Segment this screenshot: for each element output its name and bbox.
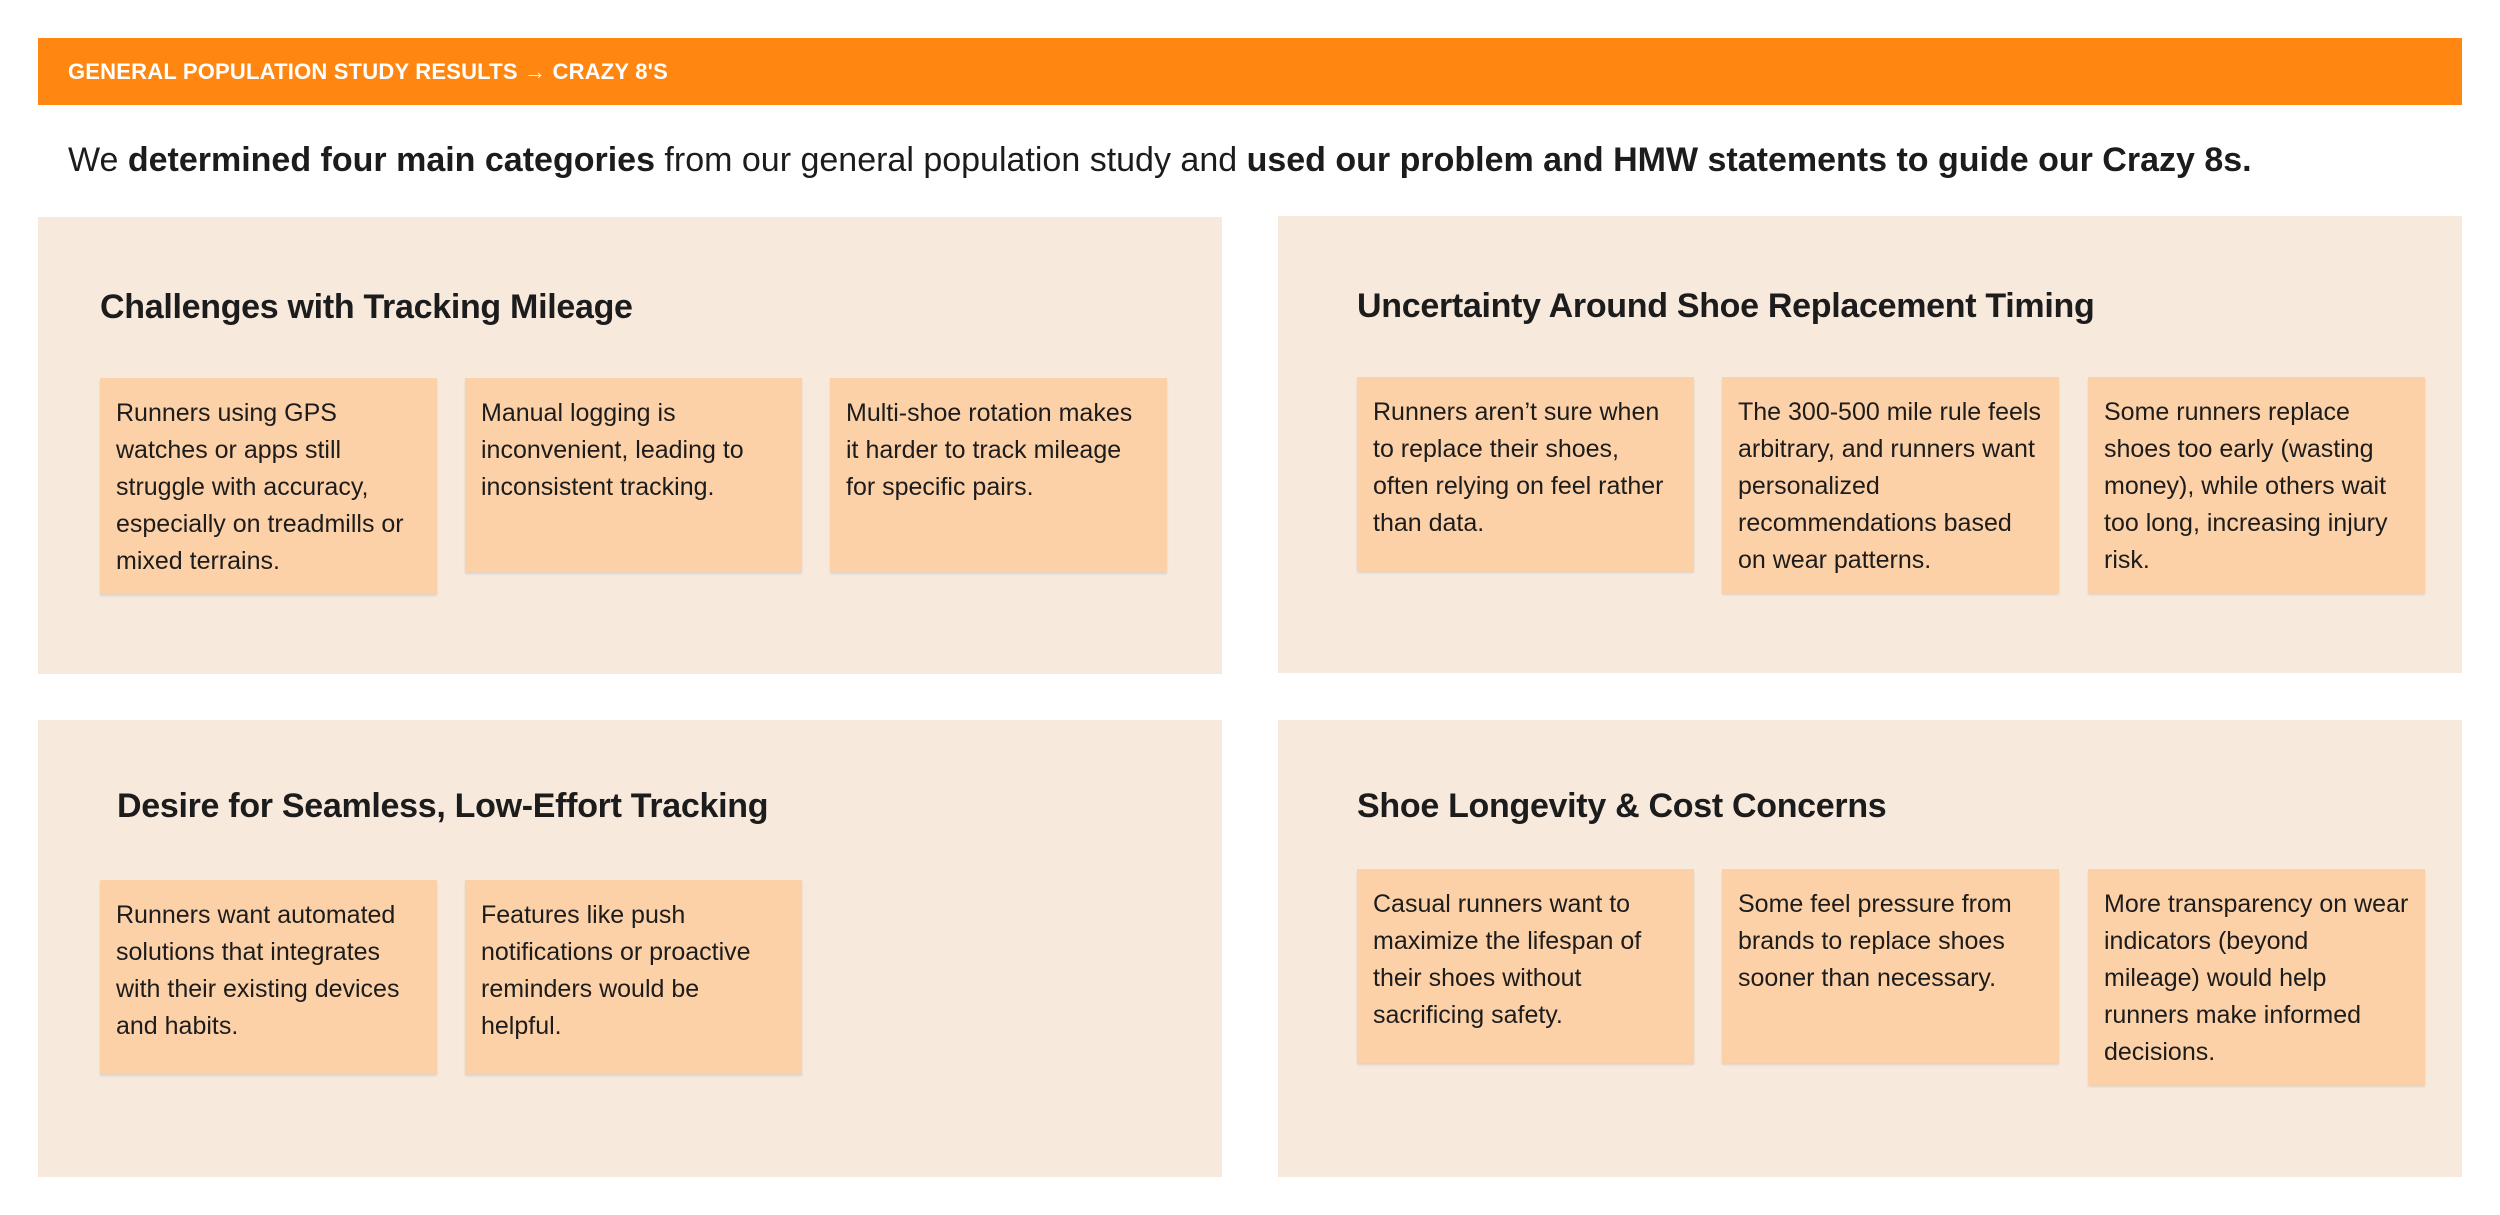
intro-statement xyxy=(68,138,2252,182)
banner-title: GENERAL POPULATION STUDY RESULTS → CRAZY 8'S xyxy=(68,58,668,84)
sticky-note: Runners using GPS watches or apps still struggle with accuracy, especially on treadmills or mixed terrains. xyxy=(100,378,437,594)
sticky-note: Features like push notifications or proactive reminders would be helpful. xyxy=(465,880,802,1074)
category-panel-longevity-cost xyxy=(1278,720,2462,1177)
sticky-note: Some feel pressure from brands to replace shoes sooner than necessary. xyxy=(1722,869,2059,1063)
category-panel-tracking-mileage xyxy=(38,217,1222,674)
sticky-note: The 300-500 mile rule feels arbitrary, and runners want personalized recommendations based on wear patterns. xyxy=(1722,377,2059,593)
intro-text-1: We xyxy=(68,141,128,179)
sticky-note: More transparency on wear indicators (beyond mileage) would help runners make informed decisions. xyxy=(2088,869,2425,1085)
sticky-note: Runners want automated solutions that integrates with their existing devices and habits. xyxy=(100,880,437,1074)
sticky-note: Runners aren’t sure when to replace their shoes, often relying on feel rather than data. xyxy=(1357,377,1694,571)
sticky-note: Casual runners want to maximize the lifespan of their shoes without sacrificing safety. xyxy=(1357,869,1694,1063)
category-title: Challenges with Tracking Mileage xyxy=(100,288,633,326)
category-panel-seamless-tracking xyxy=(38,720,1222,1177)
sticky-note: Manual logging is inconvenient, leading to inconsistent tracking. xyxy=(465,378,802,572)
sticky-note: Multi-shoe rotation makes it harder to track mileage for specific pairs. xyxy=(830,378,1167,572)
category-title: Desire for Seamless, Low-Effort Tracking xyxy=(117,787,769,825)
category-title: Uncertainty Around Shoe Replacement Timing xyxy=(1357,287,2095,325)
category-title: Shoe Longevity & Cost Concerns xyxy=(1357,787,1887,825)
intro-text-2: from our general population study and xyxy=(654,141,1247,179)
intro-emphasis-2: used our problem and HMW statements to guide our Crazy 8s. xyxy=(1246,141,2252,179)
header-banner xyxy=(38,38,2462,105)
category-panel-replacement-timing xyxy=(1278,216,2462,673)
intro-emphasis-1: determined four main categories xyxy=(127,141,655,179)
sticky-note: Some runners replace shoes too early (wasting money), while others wait too long, increasing injury risk. xyxy=(2088,377,2425,593)
